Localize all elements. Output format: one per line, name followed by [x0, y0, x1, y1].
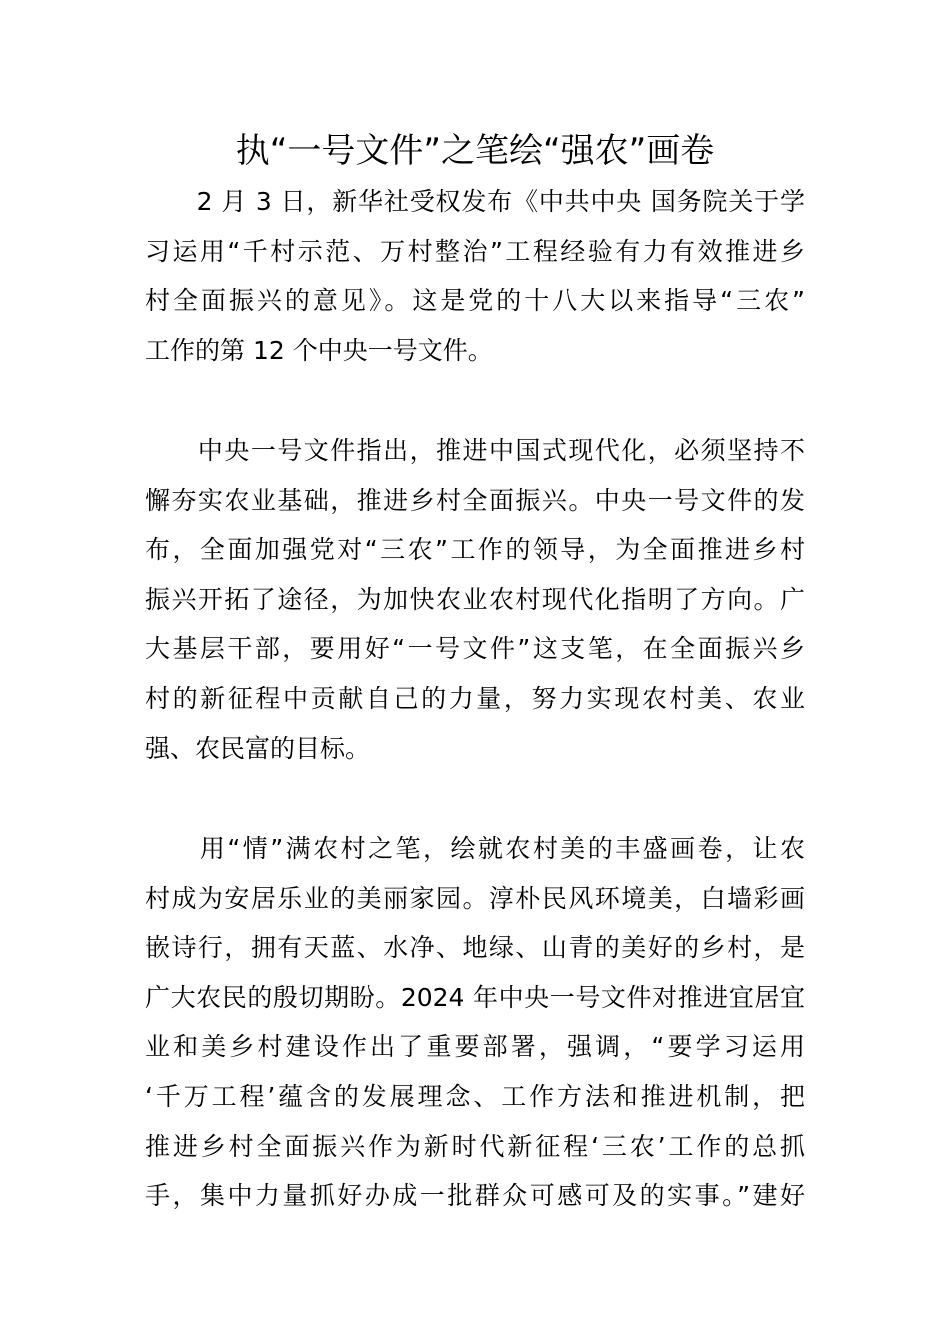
paragraph-1 — [145, 177, 805, 375]
paragraph-line: 布，全面加强党对“三农”工作的领导，为全面推进乡村 — [145, 535, 805, 565]
paragraph-line: 振兴开拓了途径，为加快农业农村现代化指明了方向。广 — [145, 584, 805, 614]
paragraph-line: 村全面振兴的意见》。这是党的十八大以来指导“三农” — [145, 286, 805, 316]
paragraph-line: 村的新征程中贡献自己的力量，努力实现农村美、农业 — [145, 683, 805, 713]
paragraph-line: 村成为安居乐业的美丽家园。淳朴民风环境美，白墙彩画 — [145, 883, 805, 913]
paragraph-line: 推进乡村全面振兴作为新时代新征程‘三农’工作的总抓 — [145, 1131, 805, 1161]
paragraph-line: 习运用“千村示范、万村整治”工程经验有力有效推进乡 — [145, 236, 805, 266]
paragraph-line: 嵌诗行，拥有天蓝、水净、地绿、山青的美好的乡村，是 — [145, 933, 805, 963]
paragraph-line: 2 月 3 日，新华社受权发布《中共中央 国务院关于学 — [145, 187, 805, 216]
paragraph-line: 业和美乡村建设作出了重要部署，强调，“要学习运用 — [145, 1032, 805, 1062]
paragraph-line: 懈夯实农业基础，推进乡村全面振兴。中央一号文件的发 — [145, 485, 805, 515]
paragraph-2 — [145, 426, 805, 773]
paragraph-line: 强、农民富的目标。 — [145, 733, 371, 763]
document-title: 执“一号文件”之笔绘“强农”画卷 — [235, 131, 715, 171]
paragraph-line: 工作的第 12 个中央一号文件。 — [145, 335, 493, 365]
paragraph-line: 广大农民的殷切期盼。2024 年中央一号文件对推进宜居宜 — [145, 982, 805, 1012]
paragraph-line: 用“情”满农村之笔，绘就农村美的丰盛画卷，让农 — [145, 834, 805, 863]
paragraph-line: 手，集中力量抓好办成一批群众可感可及的实事。”建好 — [145, 1181, 805, 1211]
paragraph-line: ‘千万工程’蕴含的发展理念、工作方法和推进机制，把 — [145, 1081, 805, 1111]
paragraph-line: 中央一号文件指出，推进中国式现代化，必须坚持不 — [145, 436, 805, 465]
paragraph-3 — [145, 824, 805, 1221]
paragraph-line: 大基层干部，要用好“一号文件”这支笔，在全面振兴乡 — [145, 634, 805, 664]
